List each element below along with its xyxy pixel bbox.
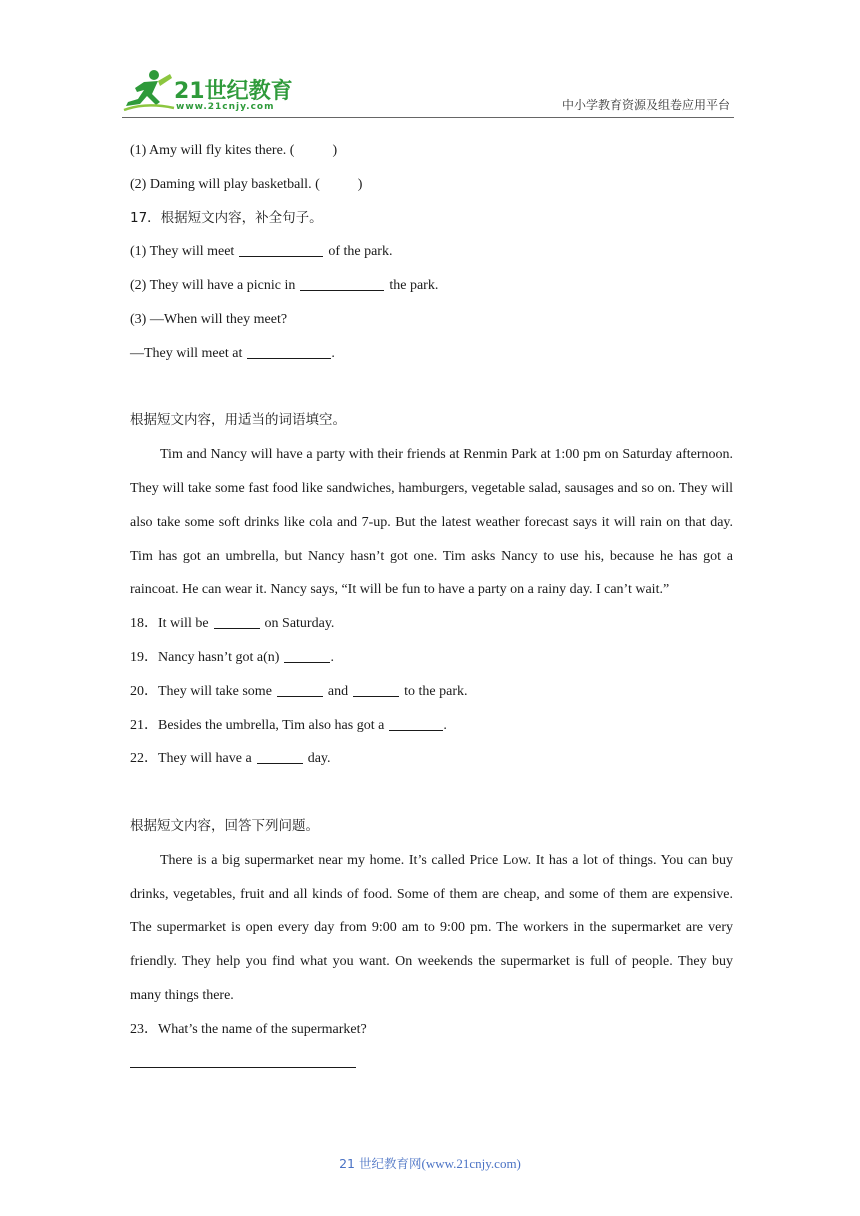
answer-blank[interactable]: [257, 748, 303, 764]
section-2-passage: Tim and Nancy will have a party with their friends at Renmin Park at 1:00 pm on Saturday afternoon. They will take some fast food like sandwiches, hamburgers, vegetable salad, sausages and so on. They will also take some soft drinks like cola and 7-up. But the latest weather forecast says it will rain on that day. Tim has got an umbrella, but Nancy hasn’t got one. Tim asks Nancy to use his, because he has got a raincoat. He can wear it. Nancy says, “It will be fun to have a party on a rainy day. I can’t wait.”: [130, 447, 733, 598]
header-tagline: 中小学教育资源及组卷应用平台: [561, 98, 730, 112]
q21: 21．Besides the umbrella, Tim also has got a .: [130, 709, 733, 743]
answer-line[interactable]: [130, 1067, 356, 1068]
q17-item-1: (1) They will meet of the park.: [130, 235, 733, 269]
q17-item-3-answer: —They will meet at .: [130, 337, 733, 371]
page-footer: [0, 1154, 860, 1172]
answer-blank[interactable]: [277, 681, 323, 697]
answer-blank[interactable]: [353, 681, 399, 697]
answer-blank[interactable]: [389, 715, 443, 731]
q22: 22．They will have a day.: [130, 742, 733, 776]
answer-blank[interactable]: [300, 275, 384, 291]
q19: 19．Nancy hasn’t got a(n) .: [130, 641, 733, 675]
section-3-passage: There is a big supermarket near my home. It’s called Price Low. It has a lot of things. You can buy drinks, vegetables, fruit and all kinds of food. Some of them are cheap, and some of them are expensive. The supermarket is open every day from 9:00 am to 9:00 pm. The workers in the supermarket are very friendly. They help you find what you want. On weekends the supermarket is full of people. They buy many things there.: [130, 852, 733, 1003]
footer-site-name: 21 世纪教育网: [339, 1156, 422, 1171]
q17-title: 17．根据短文内容，补全句子。: [130, 209, 323, 226]
running-man-logo-icon: [122, 68, 176, 114]
logo-text: 21世纪教育: [174, 79, 293, 104]
answer-blank[interactable]: [284, 647, 330, 663]
section-2-instruction: 根据短文内容，用适当的词语填空。: [130, 412, 346, 429]
q17-item-2: (2) They will have a picnic in the park.: [130, 269, 733, 303]
header-divider: [122, 117, 734, 118]
q16-item-2: (2) Daming will play basketball. ( ): [130, 176, 363, 192]
answer-blank[interactable]: [214, 613, 260, 629]
document-body: [130, 134, 733, 1068]
q23: 23．What’s the name of the supermarket?: [130, 1021, 367, 1037]
site-logo[interactable]: [122, 68, 292, 116]
page-header: [0, 0, 860, 125]
q17-item-3-question: (3) —When will they meet?: [130, 311, 288, 327]
logo-url: www.21cnjy.com: [176, 102, 275, 112]
section-3-instruction: 根据短文内容，回答下列问题。: [130, 817, 319, 834]
q16-item-1: (1) Amy will fly kites there. ( ): [130, 143, 338, 158]
answer-blank[interactable]: [239, 241, 323, 257]
q20: 20．They will take some and to the park.: [130, 675, 733, 709]
footer-site-url[interactable]: (www.21cnjy.com): [421, 1156, 521, 1171]
answer-blank[interactable]: [247, 343, 331, 359]
q18: 18．It will be on Saturday.: [130, 607, 733, 641]
